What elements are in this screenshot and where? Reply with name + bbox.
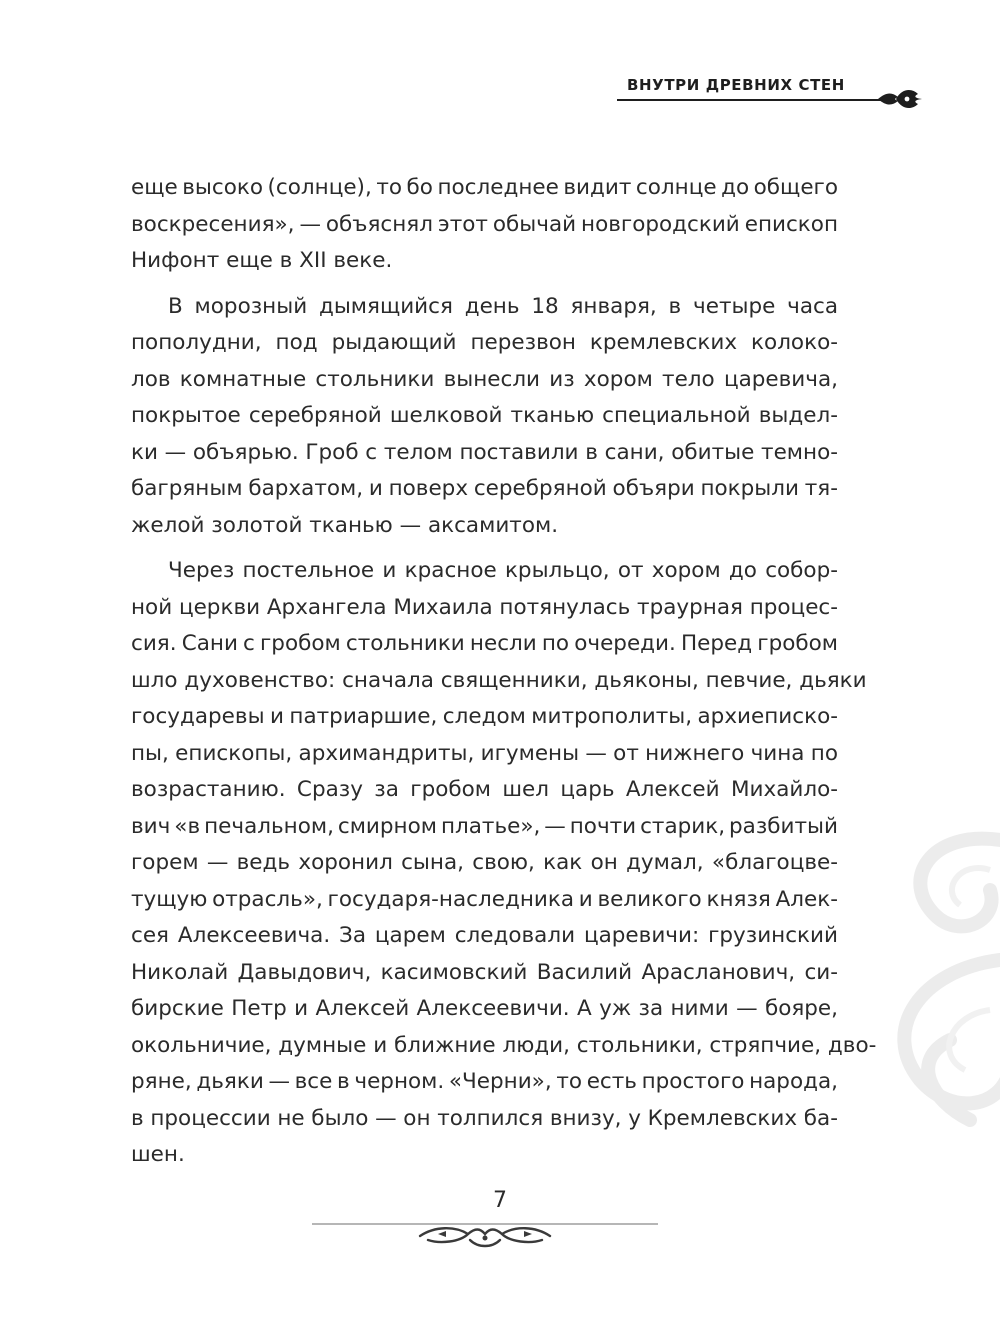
page-number: 7 [493,1188,507,1213]
text-line: Нифонт еще в XII веке. [131,248,393,273]
text-line: шло духовенство: сначала священники, дьяконы, певчие, дьяки [131,667,867,693]
header-rule [617,99,885,101]
text-line: возрастанию. Сразу за гробом шел царь Алексей Михайло- [131,777,838,802]
text-line: пополудни, под рыдающий перезвон кремлевских колоко- [131,330,838,355]
swirl-watermark-icon [840,820,1000,1150]
scroll-ornament-icon [310,1214,660,1250]
text-line: воскресения», — объяснял этот обычай новгородский епископ [131,211,838,237]
body-text [131,170,877,1174]
text-line: горем — ведь хоронил сына, свою, как он думал, «благоцве- [131,850,838,875]
text-line: желой золотой тканью — аксамитом. [131,512,559,538]
text-line: Через постельное и красное крыльцо, от хором до собор- [168,558,838,583]
text-line: багряным бархатом, и поверх серебряной объяри покрыли тя- [131,476,838,501]
text-line: тущую отрасль», государя-наследника и великого князя Алек- [131,886,838,912]
text-line: В морозный дымящийся день 18 января, в четыре часа [168,293,838,319]
text-line: ряне, дьяки — все в черном. «Черни», то есть простого народа, [131,1069,838,1094]
text-line: ки — объярью. Гроб с телом поставили в сани, обитые темно- [131,439,838,465]
text-line: пы, епископы, архимандриты, игумены — от нижнего чина по [131,740,838,766]
fleuron-icon [876,86,926,112]
paragraph [131,553,877,1174]
text-line: лов комнатные стольники вынесли из хором тело царевича, [131,366,838,392]
running-header-title: ВНУТРИ ДРЕВНИХ СТЕН [627,76,845,94]
text-line: покрытое серебряной шелковой тканью специальной выдел- [131,403,838,428]
paragraph [131,170,838,280]
text-line: еще высоко (солнце), то бо последнее видит солнце до общего [131,175,838,200]
text-line: вич «в печальном, смирном платье», — почти старик, разбитый [131,813,838,839]
text-line: государевы и патриаршие, следом митрополиты, архиеписко- [131,704,838,729]
text-line: окольничие, думные и ближние люди, стольники, стряпчие, дво- [131,1032,877,1058]
text-line: ной церкви Архангела Михаила потянулась траурная процес- [131,594,838,620]
text-line: в процессии не было — он толпился внизу, у Кремлевских ба- [131,1105,838,1131]
paragraph [131,289,838,545]
text-line: сия. Сани с гробом стольники несли по очереди. Перед гробом [131,631,839,656]
text-line: сея Алексеевича. За царем следовали царевичи: грузинский [131,923,838,948]
text-line: бирские Петр и Алексей Алексеевичи. А уж за ними — бояре, [131,996,838,1021]
text-line: шен. [131,1142,185,1167]
text-line: Николай Давыдович, касимовский Василий Арасланович, си- [131,959,838,985]
